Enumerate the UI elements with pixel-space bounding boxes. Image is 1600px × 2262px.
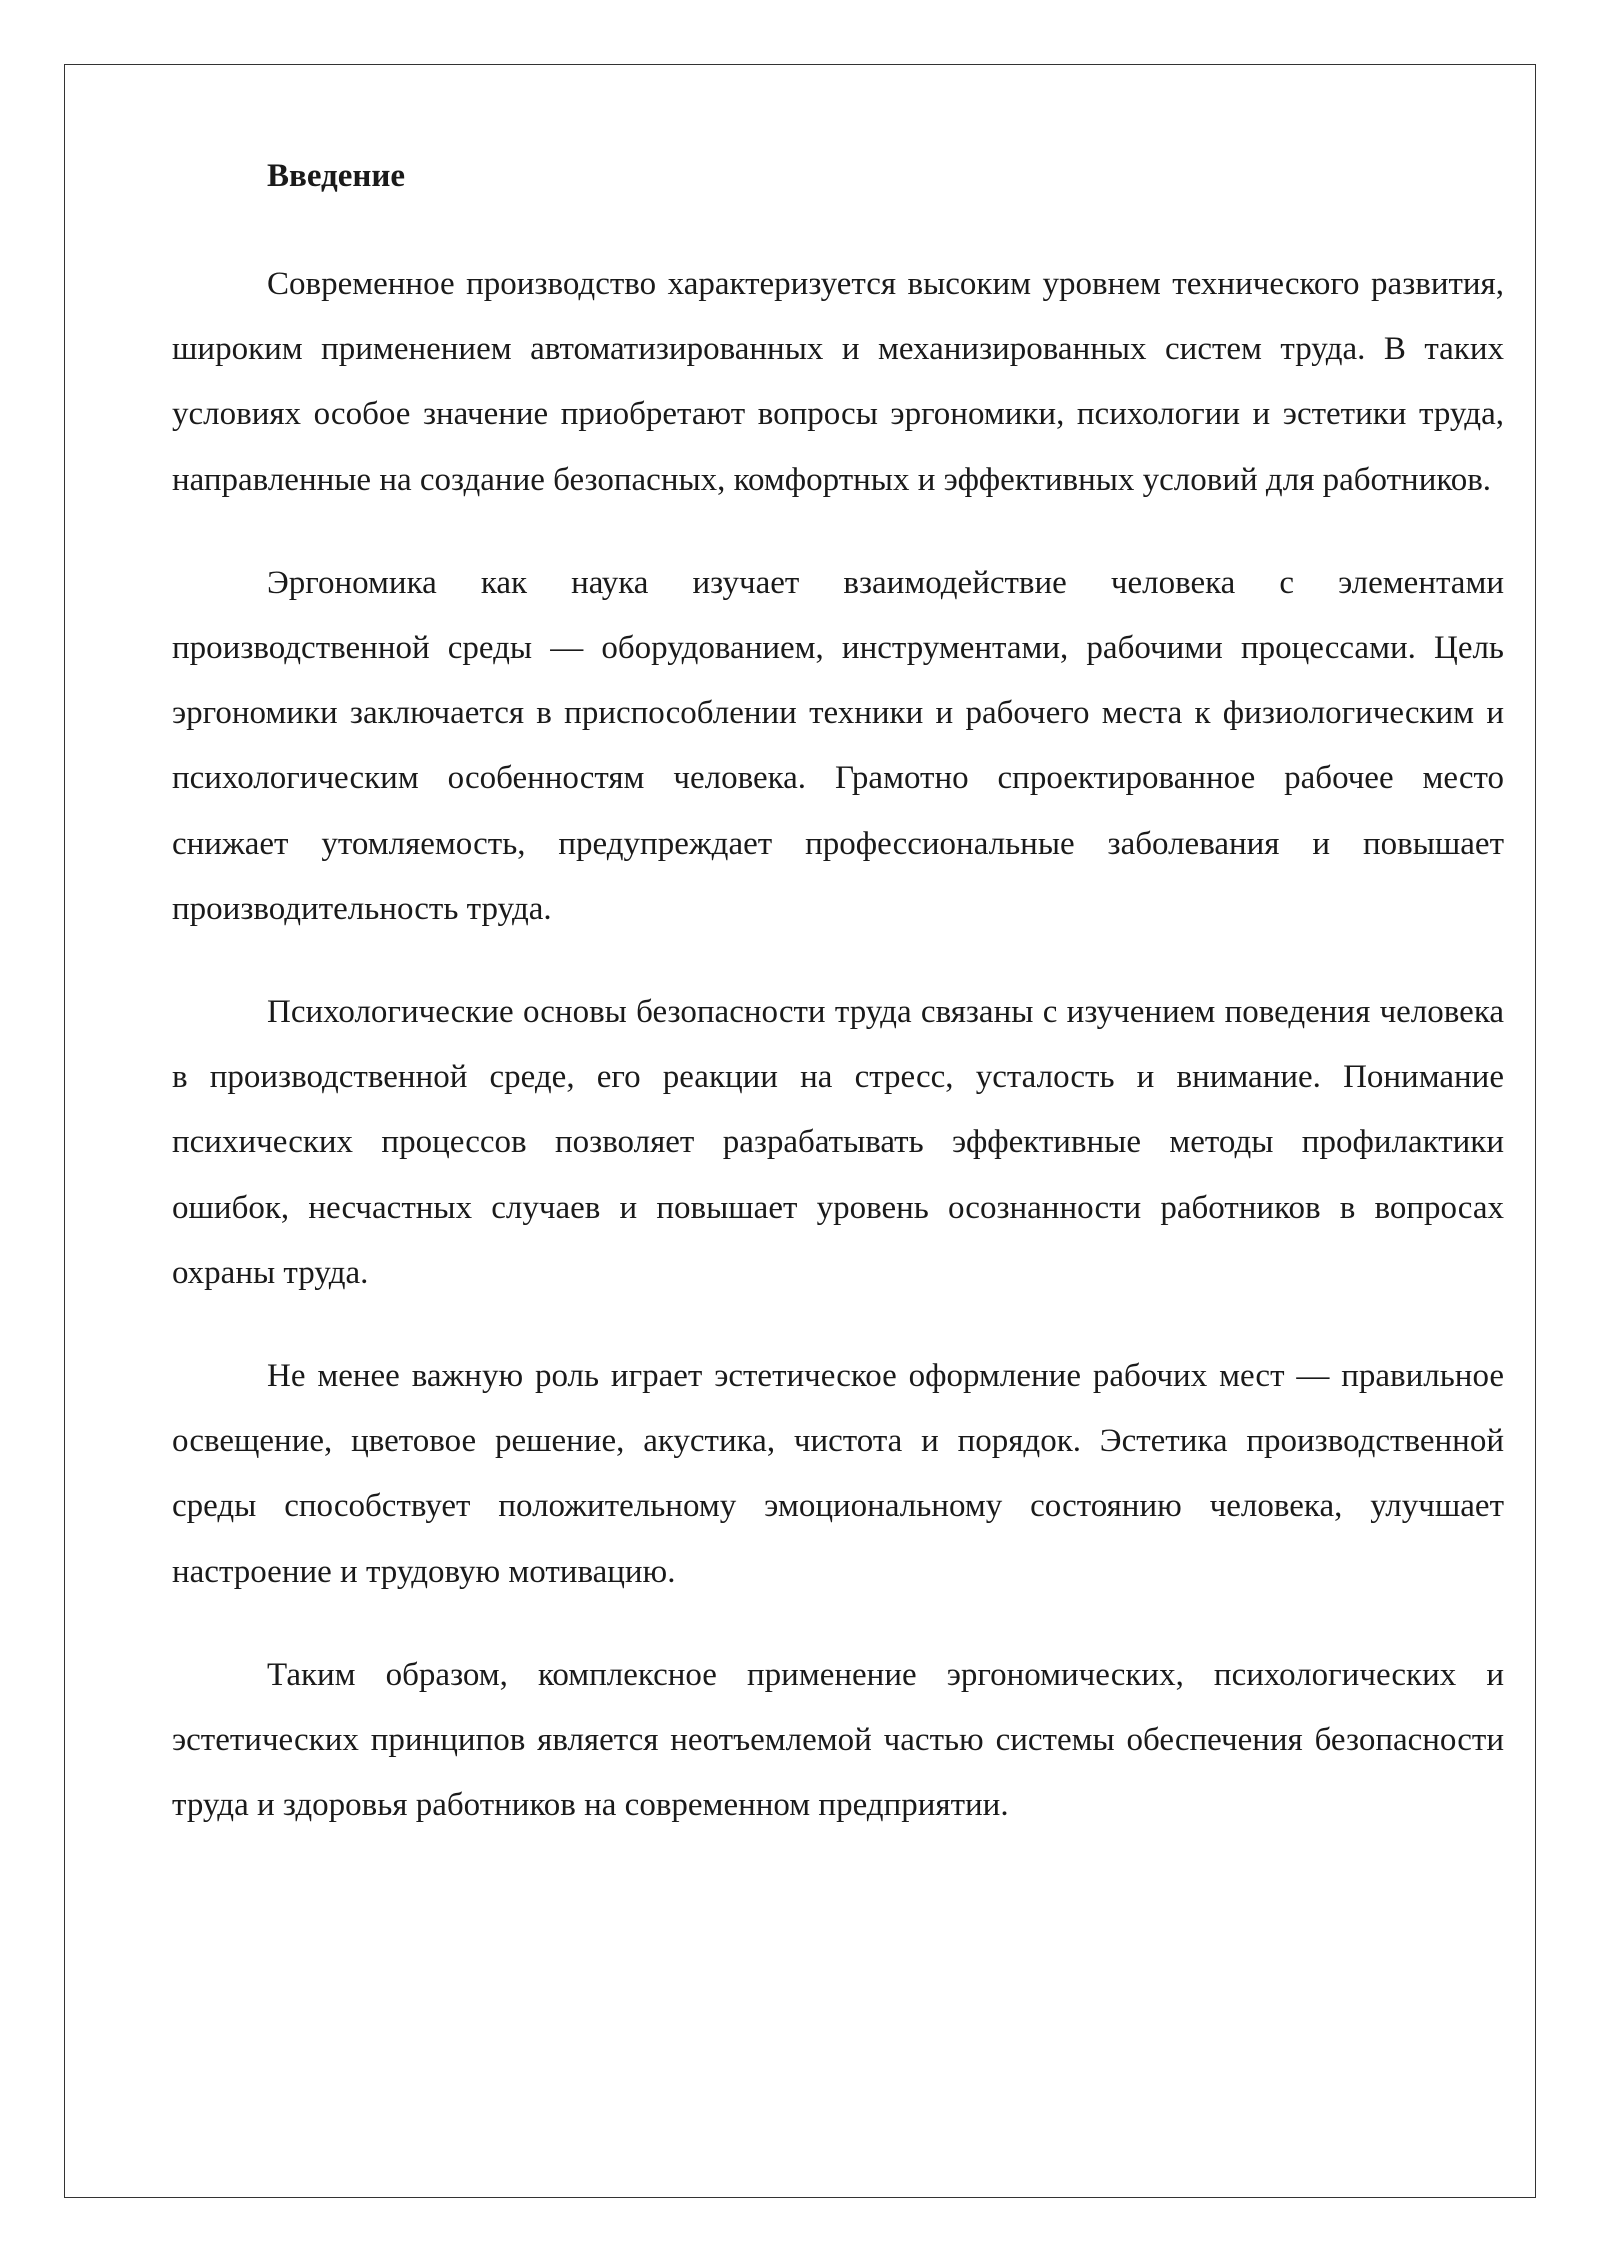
paragraph-4: Не менее важную роль играет эстетическое оформление рабочих мест — правильное освещение, цветовое решение, акустика, чистота и порядок. Эстетика производственной среды способствует положительному эмоциональному состоянию человека, улучшает настроение и трудовую мотивацию. xyxy=(172,1358,1504,1590)
section-heading: Введение xyxy=(267,158,406,194)
document-body xyxy=(172,150,1504,1876)
paragraph-3: Психологические основы безопасности труда связаны с изучением поведения человека в производственной среде, его реакции на стресс, усталость и внимание. Понимание психических процессов позволяет разрабатывать эффективные методы профилактики ошибок, несчастных случаев и повышает уровень осознанности работников в вопросах охраны труда. xyxy=(172,994,1504,1291)
paragraph-5: Таким образом, комплексное применение эргономических, психологических и эстетических принципов является неотъемлемой частью системы обеспечения безопасности труда и здоровья работников на современном предприятии. xyxy=(172,1656,1504,1824)
paragraph-2: Эргономика как наука изучает взаимодействие человека с элементами производственной среды — оборудованием, инструментами, рабочими процессами. Цель эргономики заключается в приспособлении техники и рабочего места к физиологическим и психологическим особенностям человека. Грамотно спроектированное рабочее место снижает утомляемость, предупреждает профессиональные заболевания и повышает производительность труда. xyxy=(172,564,1504,927)
paragraph-1: Современное производство характеризуется высоким уровнем технического развития, широким применением автоматизированных и механизированных систем труда. В таких условиях особое значение приобретают вопросы эргономики, психологии и эстетики труда, направленные на создание безопасных, комфортных и эффективных условий для работников. xyxy=(172,266,1504,498)
